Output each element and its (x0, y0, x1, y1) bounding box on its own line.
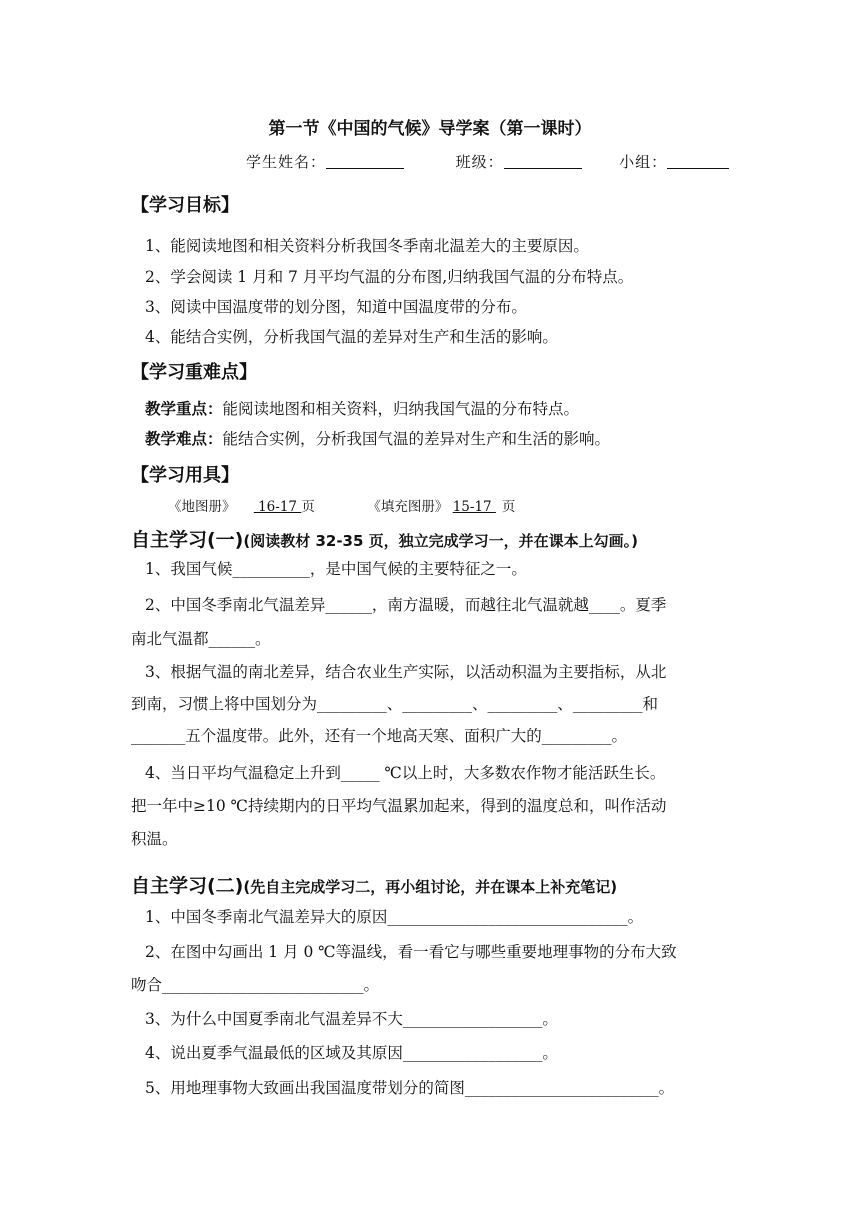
goals-heading: 【学习目标】 (131, 195, 239, 216)
difficult-point-label: 教学难点： (145, 430, 223, 448)
question: 3、为什么中国夏季南北气温差异不大__________________。 (145, 1010, 558, 1028)
goal-item: 3、阅读中国温度带的划分图，知道中国温度带的分布。 (145, 298, 527, 316)
page-title: 第一节《中国的气候》导学案（第一课时） (268, 119, 592, 139)
question: 4、当日平均气温稳定上升到_____ ℃以上时，大多数农作物才能活跃生长。 (145, 764, 666, 782)
question-continuation: 南北气温都______。 (131, 630, 271, 648)
question-continuation: 到南，习惯上将中国划分为_________、_________、_________、_________和 (131, 695, 659, 713)
key-point-label: 教学重点： (145, 400, 223, 418)
student-info-row (246, 151, 729, 172)
key-points-heading: 【学习重难点】 (131, 362, 257, 383)
atlas-unit: 页 (301, 499, 315, 515)
self-study-2-heading: 自主学习(二) (131, 875, 244, 897)
question: 1、中国冬季南北气温差异大的原因_______________________________。 (145, 908, 644, 926)
difficult-point-row (145, 427, 610, 449)
question-continuation: 吻合__________________________。 (131, 976, 380, 994)
self-study-1-note: (阅读教材 32-35 页，独立完成学习一，并在课本上勾画。) (243, 532, 639, 550)
question-continuation: 把一年中≥10 ℃持续期内的日平均气温累加起来，得到的温度总和，叫作活动 (131, 797, 667, 815)
fill-atlas-label: 《填充图册》 (367, 499, 449, 515)
group-field[interactable] (667, 154, 729, 169)
question-continuation: _______五个温度带。此外，还有一个地高天寒、面积广大的_________。 (131, 727, 628, 745)
self-study-1-heading: 自主学习(一) (131, 529, 244, 551)
class-label: 班级： (455, 153, 504, 171)
key-point-text: 能阅读地图和相关资料，归纳我国气温的分布特点。 (222, 400, 580, 418)
student-name-field[interactable] (326, 154, 404, 169)
question: 4、说出夏季气温最低的区域及其原因__________________。 (145, 1044, 558, 1062)
student-name-label: 学生姓名： (246, 153, 327, 171)
key-point-row (145, 397, 579, 419)
goal-item: 1、能阅读地图和相关资料分析我国冬季南北温差大的主要原因。 (145, 237, 589, 255)
atlas-label: 《地图册》 (168, 499, 236, 515)
self-study-1-heading-row (131, 525, 638, 552)
tools-heading: 【学习用具】 (131, 465, 239, 486)
atlas-pages: 16-17 (253, 499, 302, 515)
goal-item: 4、能结合实例，分析我国气温的差异对生产和生活的影响。 (145, 328, 558, 346)
question: 5、用地理事物大致画出我国温度带划分的简图_________________________。 (145, 1079, 675, 1097)
goal-item: 2、学会阅读 1 月和 7 月平均气温的分布图,归纳我国气温的分布特点。 (145, 268, 634, 286)
self-study-2-heading-row (131, 871, 617, 898)
question-continuation: 积温。 (131, 830, 178, 848)
difficult-point-text: 能结合实例，分析我国气温的差异对生产和生活的影响。 (222, 430, 611, 448)
fill-atlas-pages: 15-17 (452, 499, 496, 515)
question: 2、在图中勾画出 1 月 0 ℃等温线，看一看它与哪些重要地理事物的分布大致 (145, 943, 677, 961)
question: 2、中国冬季南北气温差异______，南方温暖，而越往北气温就越____。夏季 (145, 596, 667, 614)
self-study-2-note: (先自主完成学习二，再小组讨论，并在课本上补充笔记) (243, 878, 618, 896)
class-field[interactable] (504, 154, 582, 169)
fill-atlas-unit: 页 (501, 499, 516, 515)
question: 3、根据气温的南北差异，结合农业生产实际，以活动积温为主要指标，从北 (145, 663, 667, 681)
tools-row (168, 495, 515, 515)
question: 1、我国气候__________，是中国气候的主要特征之一。 (145, 560, 527, 578)
group-label: 小组： (619, 153, 668, 171)
